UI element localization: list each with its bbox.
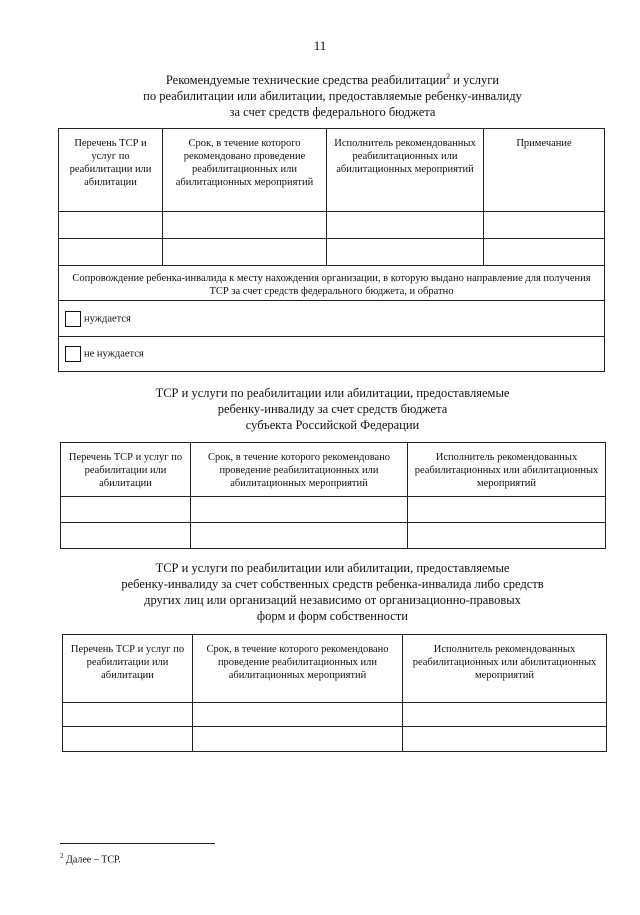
table-cell[interactable] — [191, 497, 408, 523]
section1-title-line1: Рекомендуемые технические средства реабилитации$^2$ и услуги — [165, 71, 500, 87]
table-cell[interactable] — [59, 212, 163, 239]
section2-table — [60, 442, 606, 549]
checkbox-needs[interactable] — [65, 311, 81, 327]
header-cell-executor: Исполнитель рекомендованных реабилитационных или абилитационных мероприятий — [408, 443, 606, 497]
table-cell[interactable] — [163, 212, 327, 239]
table-row — [61, 497, 606, 523]
section3-title-line3: других лиц или организаций независимо от организационно-правовых — [144, 593, 521, 607]
table-row — [63, 703, 607, 727]
section1-title-line2: по реабилитации или абилитации, предоставляемые ребенку-инвалиду — [143, 89, 522, 103]
checkbox-not-needs[interactable] — [65, 346, 81, 362]
section2-title — [60, 385, 605, 433]
header-cell-list: Перечень ТСР и услуг по реабилитации или абилитации — [59, 129, 163, 212]
footnote-ref: 2 — [446, 71, 451, 81]
header-cell-term: Срок, в течение которого рекомендовано проведение реабилитационных или абилитационных мероприятий — [191, 443, 408, 497]
header-cell-list: Перечень ТСР и услуг по реабилитации или абилитации — [61, 443, 191, 497]
footnote-separator — [60, 843, 215, 844]
table-cell[interactable] — [403, 727, 607, 752]
section2-title-line1: ТСР и услуги по реабилитации или абилитации, предоставляемые — [155, 386, 510, 400]
section1-title-line3: за счет средств федерального бюджета — [229, 105, 436, 119]
table-cell[interactable] — [63, 727, 193, 752]
table-cell[interactable] — [193, 727, 403, 752]
section1-table — [58, 128, 605, 372]
section3-title-line2: ребенку-инвалиду за счет собственных средств ребенка-инвалида либо средств — [121, 577, 544, 591]
header-cell-note: Примечание — [484, 129, 605, 212]
footnote-text: Далее – ТСР. — [63, 854, 121, 866]
header-cell-executor: Исполнитель рекомендованных реабилитационных или абилитационных мероприятий — [403, 635, 607, 703]
option-needs-label: нуждается — [84, 312, 131, 324]
table-cell[interactable] — [163, 239, 327, 266]
table-row — [59, 239, 605, 266]
table-cell[interactable] — [191, 523, 408, 549]
table-row — [63, 727, 607, 752]
table-cell[interactable] — [484, 239, 605, 266]
support-text: Сопровождение ребенка-инвалида к месту нахождения организации, в которую выдано направление для получения ТСР за счет средств федерального бюджета, и обратно — [59, 266, 605, 301]
section3-table — [62, 634, 607, 752]
table-header-row — [63, 635, 607, 703]
section1-title — [60, 72, 605, 120]
section3-title — [60, 560, 605, 624]
section3-title-line4: форм и форм собственности — [257, 609, 408, 623]
table-header-row — [61, 443, 606, 497]
table-row — [61, 523, 606, 549]
table-cell[interactable] — [63, 703, 193, 727]
section3-title-line1: ТСР и услуги по реабилитации или абилитации, предоставляемые — [155, 561, 510, 575]
header-cell-executor: Исполнитель рекомендованных реабилитационных или абилитационных мероприятий — [327, 129, 484, 212]
table-cell[interactable] — [403, 703, 607, 727]
option-row-not-needs — [59, 337, 605, 372]
table-cell[interactable] — [327, 212, 484, 239]
option-row-needs — [59, 301, 605, 337]
table-cell[interactable] — [193, 703, 403, 727]
support-row — [59, 266, 605, 301]
table-cell[interactable] — [61, 497, 191, 523]
table-header-row — [59, 129, 605, 212]
footnote-mark: 2 — [60, 852, 64, 860]
option-not-needs-cell — [59, 337, 605, 372]
table-cell[interactable] — [484, 212, 605, 239]
option-not-needs-label: не нуждается — [84, 348, 144, 360]
table-cell[interactable] — [408, 497, 606, 523]
header-cell-term: Срок, в течение которого рекомендовано проведение реабилитационных или абилитационных мероприятий — [163, 129, 327, 212]
table-cell[interactable] — [59, 239, 163, 266]
header-cell-term: Срок, в течение которого рекомендовано проведение реабилитационных или абилитационных мероприятий — [193, 635, 403, 703]
table-row — [59, 212, 605, 239]
section2-title-line3: субъекта Российской Федерации — [245, 418, 420, 432]
footnote — [60, 852, 121, 865]
header-cell-list: Перечень ТСР и услуг по реабилитации или абилитации — [63, 635, 193, 703]
option-needs-cell — [59, 301, 605, 337]
section2-title-line2: ребенку-инвалиду за счет средств бюджета — [217, 402, 448, 416]
table-cell[interactable] — [327, 239, 484, 266]
page-number: 11 — [313, 38, 327, 53]
table-cell[interactable] — [61, 523, 191, 549]
table-cell[interactable] — [408, 523, 606, 549]
